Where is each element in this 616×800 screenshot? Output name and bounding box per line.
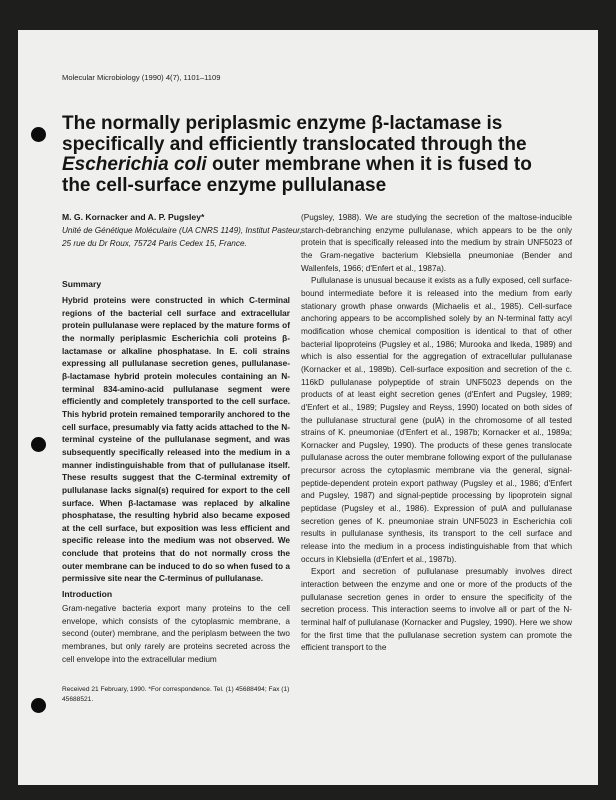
affiliation: Unité de Génétique Moléculaire (UA CNRS 1149), Institut Pasteur, 25 rue du Dr Roux, 75724 Paris Cedex 15, France. — [62, 226, 302, 248]
summary-text — [62, 294, 290, 585]
body-paragraph: Pullulanase is unusual because it exists as a fully exposed, cell surface-bound intermediate before it is released into the medium from early stationary growth phase onwards (Michaelis et al., 1985). Cell-surface anchoring appears to be accomplished solely by an N-terminal fatty acyl modification whose chemical composition is identical to that of other bacterial lipoproteins (Pugsley et al., 1986; Murooka and Ikeda, 1989) and which is also essential for the aggregation of extracellular pullulanase (Kornacker et al., 1989b). Cell-surface exposition and secretion of the c. 116kD pullulanase polypeptide of strain UNF5023 depends on the products of at least eight secretion genes (d'Enfert and Pugsley, 1989; d'Enfert et al., 1989; Pugsley and Reyss, 1990) located on both sides of the pullulanase structural gene (pulA) in the chromosome of all tested strains of K. pneumoniae (d'Enfert et al., 1987b; Kornacker et al., 1989a; Kornacker and Pugsley, 1990). The products of these genes translocate pullulanase across the outer membrane following export of the pullulanase precursor across the cytoplasmic membrane via the general, signal-peptide-dependent protein export pathway (Pugsley et al., 1986; d'Enfert and Pugsley, 1987) and signal-peptide processing by lipoprotein signal peptidase (Pugsley et al., 1986). Expression of pulA and pullulanase secretion genes of K. pneumoniae strain UNF5023 in Escherichia coli results in pullulanase synthesis, its transport to the cell surface and release into the medium in a process indistinguishable from that which occurs in Klebsiella (d'Enfert et al., 1987b). — [301, 276, 572, 564]
journal-citation: Molecular Microbiology (1990) 4(7), 1101–1109 — [62, 73, 221, 82]
title-text: The normally periplasmic enzyme β-lactamase is specifically and efficiently translocated through the — [62, 113, 527, 155]
summary-heading: Summary — [62, 279, 102, 289]
introduction-text — [62, 603, 290, 666]
body-paragraph: Export and secretion of pullulanase presumably involves direct interaction between the enzyme and one or more of the products of the pullulanase secretion genes in order to ensure the specificity of the secretion process. This interaction seems to involve all or part of the N-terminal half of pullulanase (Kornacker and Pugsley, 1990). Here we show for the first time that the pullulanase secretion system can promote the efficient transport to the — [301, 567, 572, 653]
punch-hole — [31, 127, 46, 142]
title-italic: Escherichia coli — [62, 154, 207, 175]
intro-paragraph: Gram-negative bacteria export many proteins to the cell envelope, which consists of the cytoplasmic membrane, a second (outer) membrane, and the periplasm between the two membranes, but only rarely are proteins secreted across the cell envelope into the extracellular medium — [62, 604, 290, 664]
punch-hole — [31, 698, 46, 713]
punch-hole — [31, 437, 46, 452]
right-column — [301, 212, 572, 655]
authors: M. G. Kornacker and A. P. Pugsley* — [62, 212, 205, 222]
body-paragraph: (Pugsley, 1988). We are studying the secretion of the maltose-inducible starch-debranching enzyme pullulanase, which appears to be the only protein that is specifically released into the medium by strain UNF5023 of the Gram-negative bacterium Klebsiella pneumoniae (Bender and Wallenfels, 1966; d'Enfert et al., 1987a). — [301, 213, 572, 273]
title-text: outer membrane when it is fused to the cell-surface enzyme pullulanase — [62, 154, 532, 196]
introduction-heading: Introduction — [62, 589, 113, 599]
footnote: Received 21 February, 1990. *For correspondence. Tel. (1) 45688494; Fax (1) 45688521. — [62, 686, 290, 703]
article-title — [62, 114, 562, 196]
summary-paragraph: Hybrid proteins were constructed in which C-terminal regions of the bacterial cell surface and extracellular protein pullulanase were replaced by the mature forms of the normally periplasmic Escherichia coli proteins β-lactamase or alkaline phosphatase. In E. coli strains expressing all pullulanase secretion genes, pullulanase-β-lactamase hybrid protein molecules containing an N-terminal 834-amino-acid pullulanase segment were efficiently and completely transported to the cell surface. This hybrid protein remained temporarily anchored to the cell surface, presumably via fatty acids attached to the N-terminal cysteine of the pullulanase segment, and was subsequently specifically released into the medium in a manner indistinguishable from that of pullulanase itself. These results suggest that the C-terminal extremity of pullulanase lacks signal(s) required for export to the cell surface. When β-lactamase was replaced by alkaline phosphatase, the resulting hybrid also became exposed at the cell surface, but exposition was less efficient and specific release into the medium was not observed. We conclude that proteins that do not normally cross the outer membrane can be induced to do so when fused to a permissive site near the C-terminus of pullulanase. — [62, 295, 290, 584]
